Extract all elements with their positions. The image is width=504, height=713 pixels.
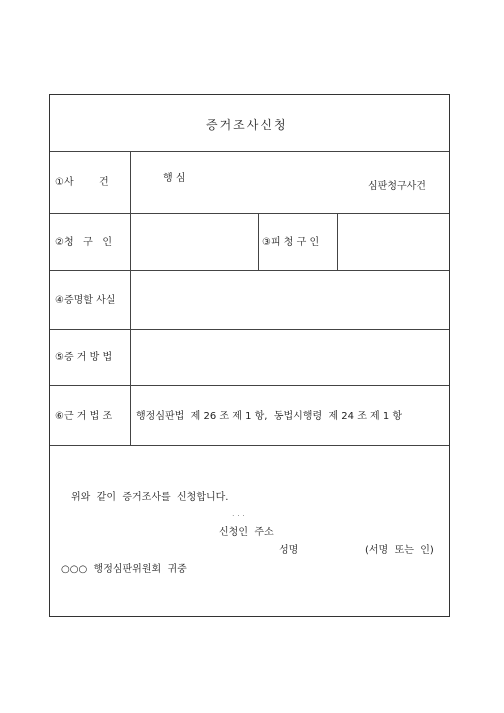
- evidence-request-form: [49, 94, 450, 617]
- column-divider: [337, 213, 338, 270]
- date-dots: . . .: [232, 509, 245, 518]
- name-label: 성명: [279, 545, 299, 556]
- address-label: 신청인 주소: [219, 527, 274, 538]
- row-divider: [50, 329, 449, 330]
- row-divider: [50, 445, 449, 446]
- row-divider: [50, 385, 449, 386]
- row-divider: [50, 270, 449, 271]
- facts-label: ④증명할 사실: [55, 295, 116, 306]
- column-divider: [258, 213, 259, 270]
- recipient: ○○○ 행정심판위원회 귀중: [61, 564, 187, 575]
- method-label: ⑤증 거 방 법: [55, 352, 113, 363]
- case-value-prefix: 행 심: [163, 173, 186, 184]
- case-value-suffix: 심판청구사건: [368, 181, 426, 192]
- label-column-divider: [130, 151, 131, 445]
- basis-value: 행정심판법 제 26 조 제 1 항, 동법시행령 제 24 조 제 1 항: [136, 411, 403, 422]
- request-statement: 위와 같이 증거조사를 신청합니다.: [71, 492, 229, 503]
- row-divider: [50, 151, 449, 152]
- signature-note: (서명 또는 인): [365, 545, 434, 556]
- row-divider: [50, 213, 449, 214]
- form-title: 증거조사신청: [206, 118, 288, 132]
- claimant-label: ②청 구 인: [55, 237, 113, 248]
- case-label: ①사 건: [55, 177, 109, 188]
- basis-label: ⑥근 거 법 조: [55, 411, 113, 422]
- respondent-label: ③피 청 구 인: [262, 237, 320, 248]
